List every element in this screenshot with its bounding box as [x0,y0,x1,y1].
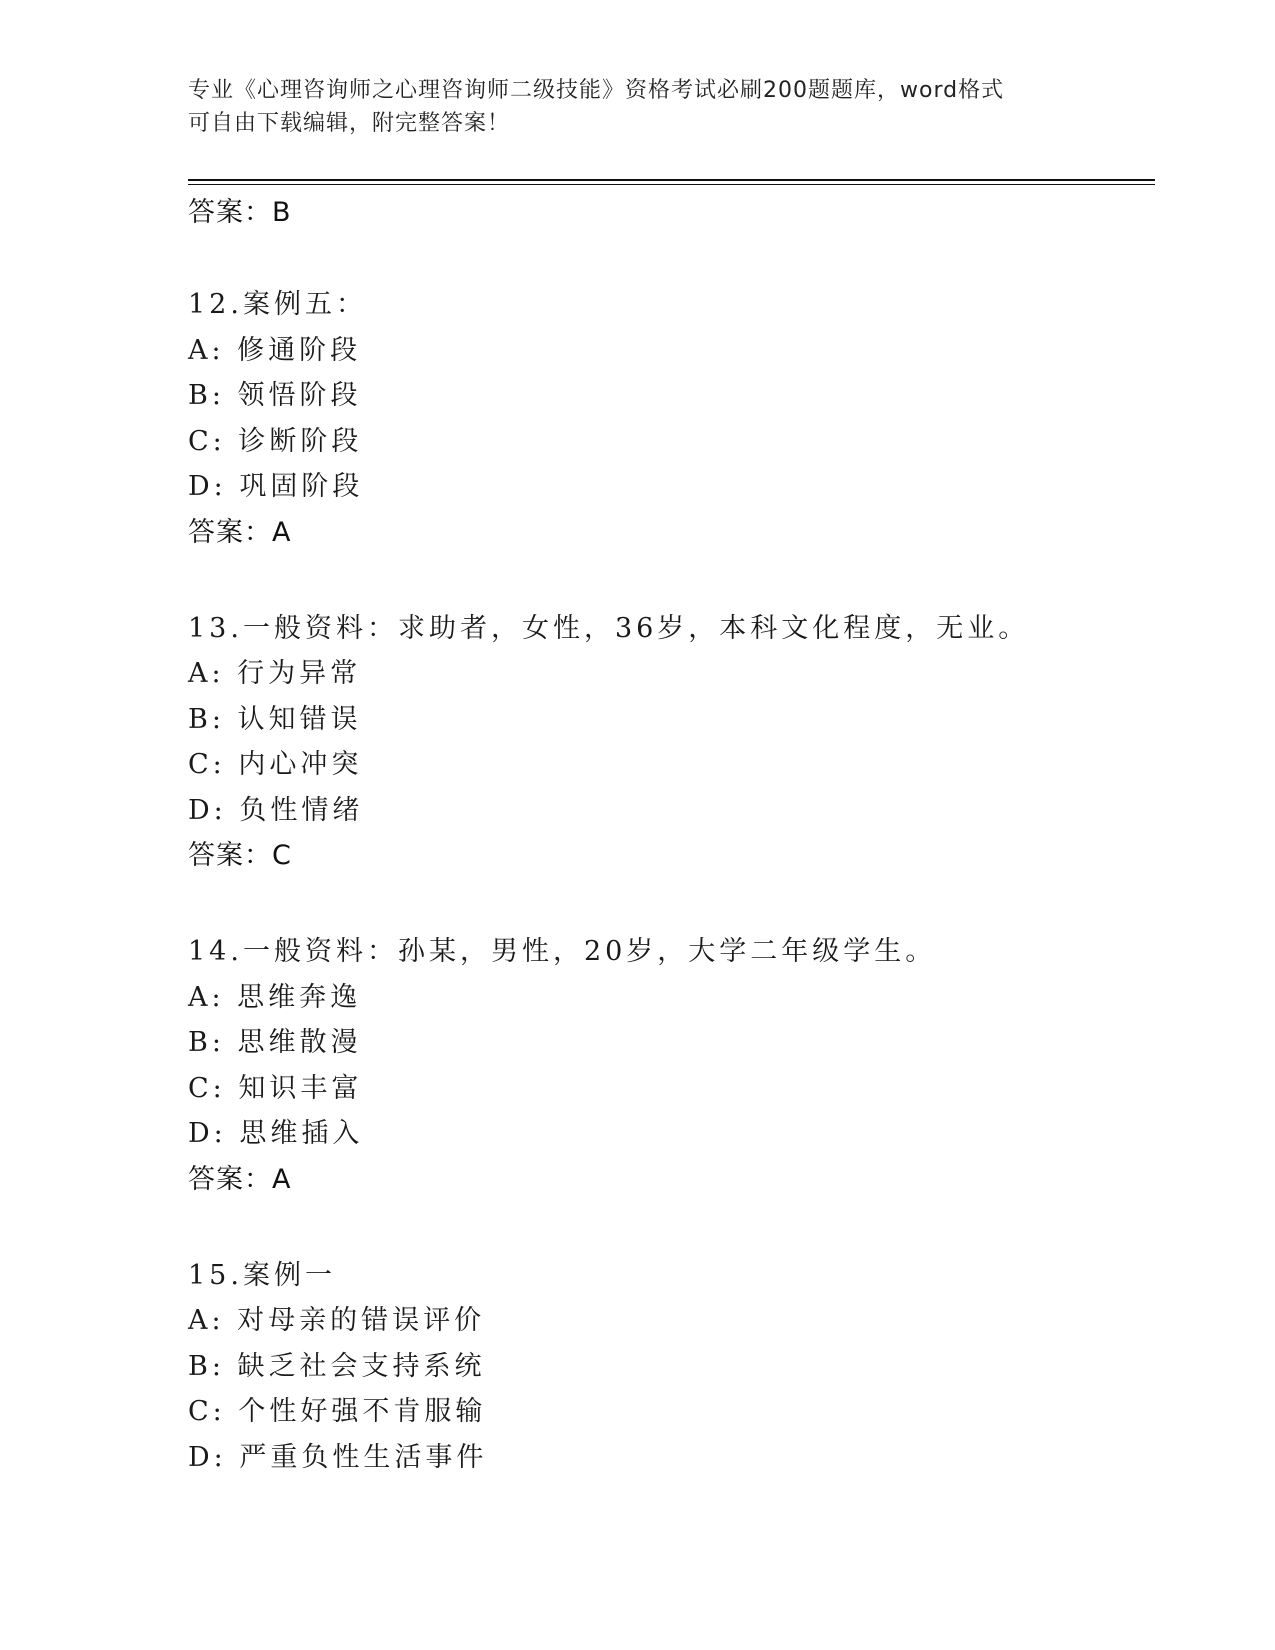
option-b: B: 认知错误 [188,703,362,735]
question-title: 13.一般资料：求助者，女性，36岁，本科文化程度，无业。 [188,612,1030,644]
option-c: C: 内心冲突 [188,749,363,780]
question-12 [188,282,1155,556]
option-a: A: 对母亲的错误评价 [188,1305,486,1336]
header-line-2: 可自由下载编辑，附完整答案！ [188,111,511,136]
option-b: B: 领悟阶段 [188,380,362,411]
option-c: C: 诊断阶段 [188,425,363,457]
question-list [188,190,1155,1480]
document-header [188,74,1088,140]
option-d: D: 严重负性生活事件 [188,1441,488,1473]
answer-line: 答案：A [188,516,292,548]
question-14 [188,929,1155,1203]
question-title: 15.案例一 [188,1259,336,1291]
option-a: A: 修通阶段 [188,334,362,366]
header-divider-thick [188,179,1155,181]
question-13 [188,606,1155,880]
option-d: D: 负性情绪 [188,794,364,826]
header-line-1: 专业《心理咨询师之心理咨询师二级技能》资格考试必刷200题题库，word格式 [188,78,1005,103]
answer-line: 答案：A [188,1163,292,1195]
question-title: 14.一般资料：孙某，男性，20岁，大学二年级学生。 [188,936,937,967]
option-b: B: 思维散漫 [188,1027,362,1058]
option-d: D: 巩固阶段 [188,471,364,502]
option-d: D: 思维插入 [188,1118,364,1149]
answer-line: 答案：B [188,197,292,228]
answer-line: 答案：C [188,840,292,871]
option-c: C: 个性好强不肯服输 [188,1396,487,1427]
option-a: A: 思维奔逸 [188,981,362,1013]
option-b: B: 缺乏社会支持系统 [188,1350,486,1382]
option-c: C: 知识丰富 [188,1072,363,1104]
question-15 [188,1253,1155,1481]
option-a: A: 行为异常 [188,658,362,689]
question-title: 12.案例五： [188,289,367,320]
header-divider-thin [188,184,1155,185]
